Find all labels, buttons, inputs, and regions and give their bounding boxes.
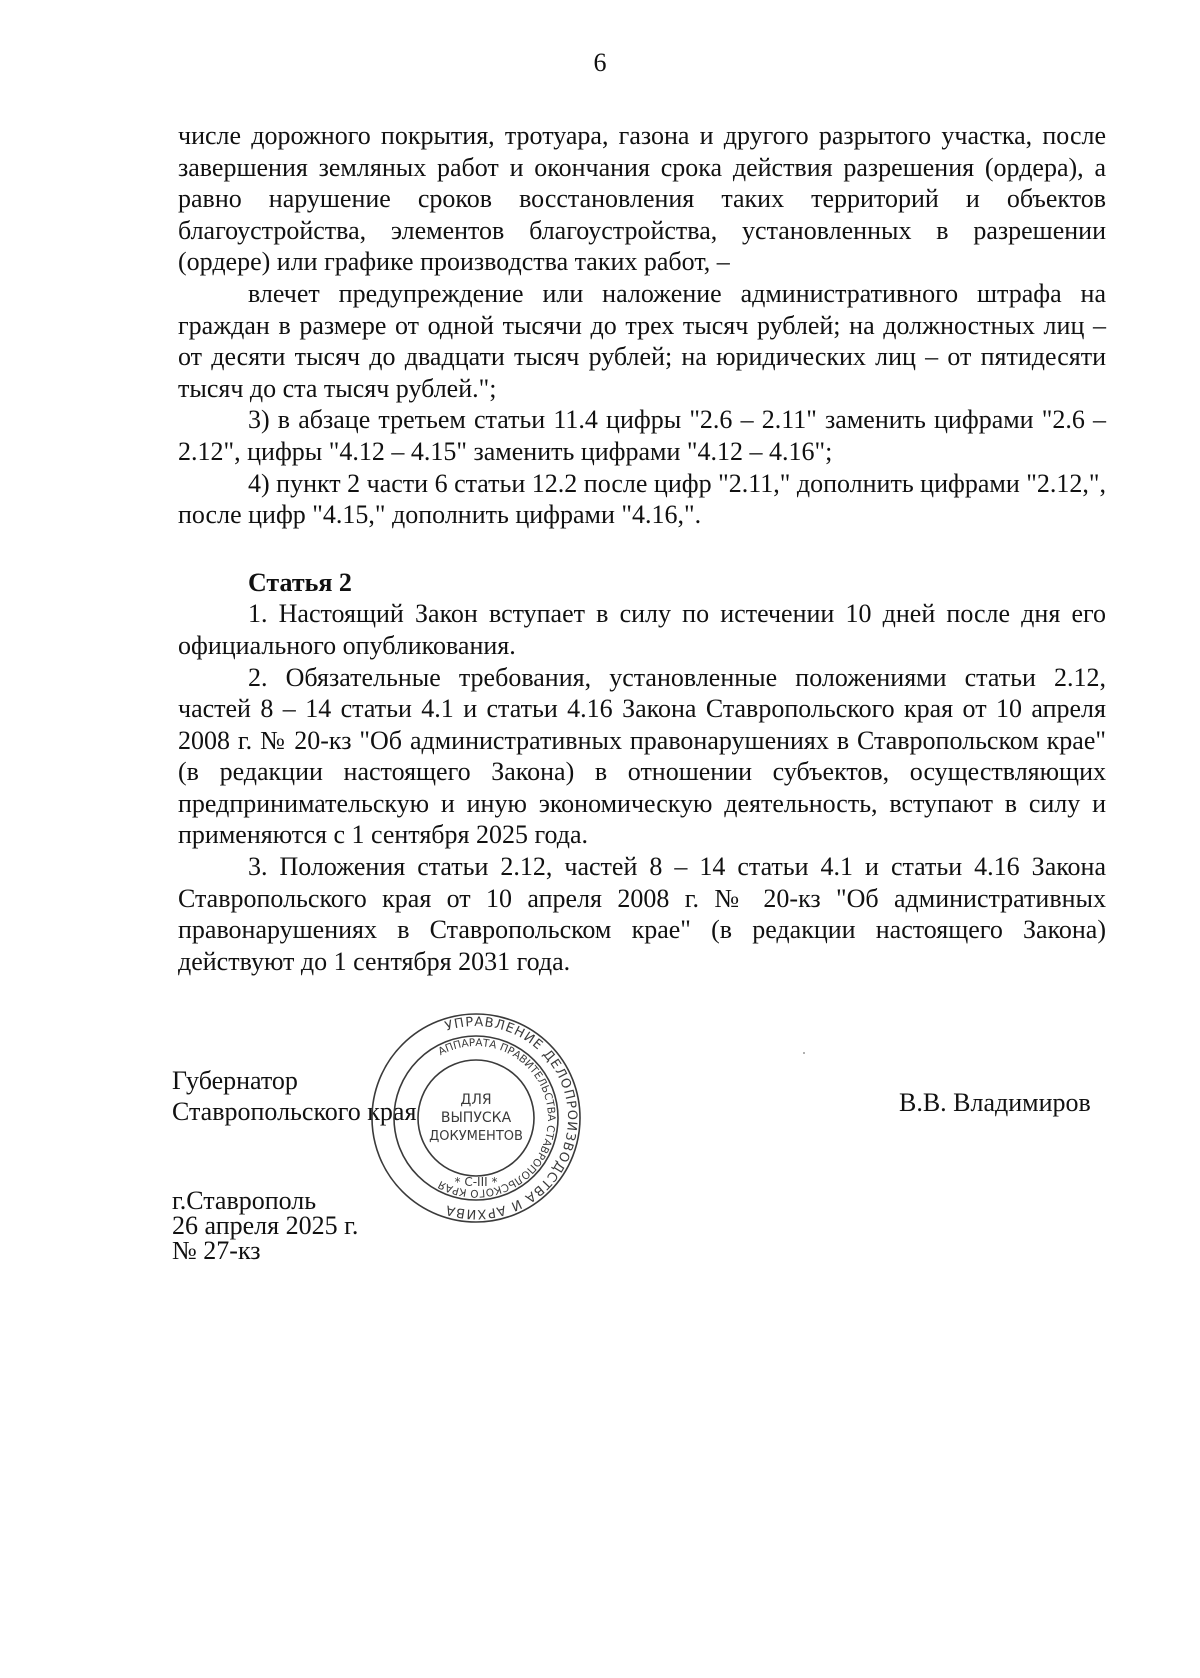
body-paragraph-2: влечет предупреждение или наложение административного штрафа на граждан в размере от одной тысячи до трех тысяч рублей; на должностных лиц – от десяти тысяч до двадцати тысяч рублей; на юридических лиц – от пятидесяти тысяч до ста тысяч рублей."; <box>178 278 1106 403</box>
document-body <box>178 120 1106 977</box>
article-2-heading: Статья 2 <box>248 567 352 597</box>
signatory-title-line-1: Губернатор <box>172 1066 298 1095</box>
stamp-center-line-2: ВЫПУСКА <box>440 1110 512 1126</box>
official-stamp <box>368 1010 584 1226</box>
section-gap <box>178 531 1106 567</box>
law-number: № 27-кз <box>172 1236 261 1265</box>
stamp-center-line-3: ДОКУМЕНТОВ <box>429 1129 523 1144</box>
stamp-bottom-code: * С-III * <box>454 1175 498 1189</box>
place-and-date <box>172 1188 358 1263</box>
scan-speck <box>803 1052 805 1054</box>
signatory-name: В.В. Владимиров <box>899 1088 1091 1117</box>
body-paragraph-1: числе дорожного покрытия, тротуара, газона и другого разрытого участка, после завершения земляных работ и окончания срока действия разрешения (ордера), а равно нарушение сроков восстановления таких территорий и объектов благоустройства, элементов благоустройства, установленных в разрешении (ордере) или графике производства таких работ, – <box>178 121 1106 277</box>
stamp-middle-text: АППАРАТА ПРАВИТЕЛЬСТВА СТАВРОПОЛЬСКОГО КРАЯ <box>436 1036 558 1200</box>
city: г.Ставрополь <box>172 1186 317 1215</box>
stamp-outer-text: УПРАВЛЕНИЕ ДЕЛОПРОИЗВОДСТВА И АРХИВА <box>443 1014 580 1222</box>
page-number: 6 <box>593 48 607 77</box>
article-2-clause-3: 3. Положения статьи 2.12, частей 8 – 14 статьи 4.1 и статьи 4.16 Закона Ставропольского края от 10 апреля 2008 г. № 20-кз "Об административных правонарушениях в Ставропольском крае" (в редакции настоящего Закона) действуют до 1 сентября 2031 года. <box>178 852 1106 976</box>
signatory-title-line-2: Ставропольского края <box>172 1097 417 1126</box>
body-paragraph-4: 4) пункт 2 части 6 статьи 12.2 после цифр "2.11," дополнить цифрами "2.12,", после цифр "4.15," дополнить цифрами "4.16,". <box>178 468 1106 530</box>
article-2-clause-2: 2. Обязательные требования, установленные положениями статьи 2.12, частей 8 – 14 статьи 4.1 и статьи 4.16 Закона Ставропольского края от 10 апреля 2008 г. № 20-кз "Об административных правонарушениях в Ставропольском крае" (в редакции настоящего Закона) в отношении субъектов, осуществляющих предпринимательскую и иную экономическую деятельность, вступают в силу и применяются с 1 сентября 2025 года. <box>178 662 1106 850</box>
date: 26 апреля 2025 г. <box>172 1211 359 1240</box>
body-paragraph-3: 3) в абзаце третьем статьи 11.4 цифры "2.6 – 2.11" заменить цифрами "2.6 – 2.12", цифры "4.12 – 4.15" заменить цифрами "4.12 – 4.16"; <box>178 405 1106 466</box>
stamp-center-line-1: ДЛЯ <box>460 1092 492 1108</box>
article-2-clause-1: 1. Настоящий Закон вступает в силу по истечении 10 дней после дня его официального опубликования. <box>178 599 1106 660</box>
